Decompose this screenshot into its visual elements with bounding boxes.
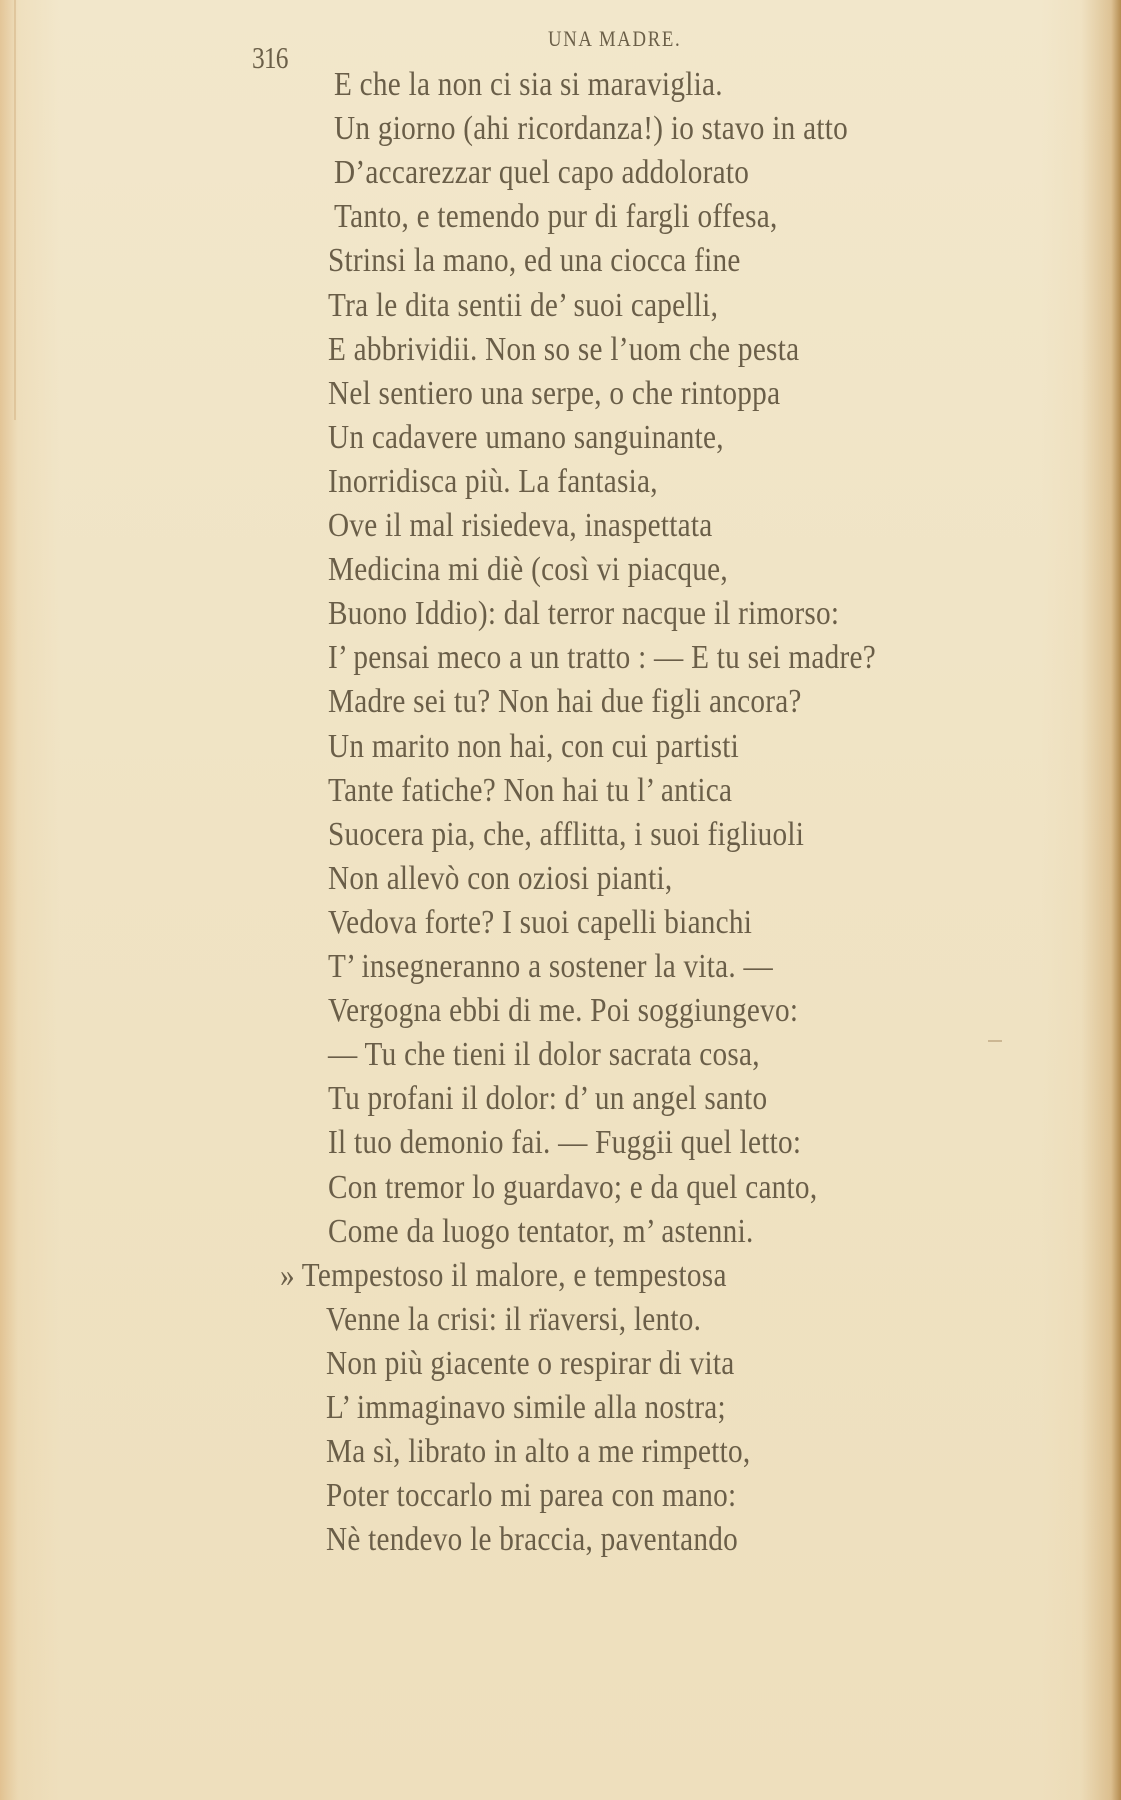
verse-line (326, 1477, 736, 1515)
verse-line (328, 1124, 801, 1162)
verse-line (328, 639, 876, 677)
verse-line (328, 507, 712, 545)
verse-line-text: E che la non ci sia si maraviglia. (334, 66, 723, 103)
verse-line-text: Un marito non hai, con cui partisti (328, 727, 739, 765)
verse-line-text: T’ insegneranno a sostener la vita. — (328, 948, 774, 985)
verse-line (328, 683, 802, 721)
verse-line (334, 154, 749, 192)
verse-line-text: Tempestoso il malore, e tempestosa (301, 1256, 727, 1294)
running-title: UNA MADRE. (548, 26, 682, 51)
verse-line-text: Tanto, e temendo pur di fargli offesa, (334, 198, 778, 236)
verse-line (328, 1169, 817, 1207)
verse-line (326, 1345, 735, 1383)
verse-line (328, 419, 724, 457)
page-number: 316 (252, 40, 288, 75)
quote-mark: » (280, 1256, 295, 1294)
verse-line-text: Madre sei tu? Non hai due figli ancora? (328, 683, 802, 721)
verse-line-text: Nel sentiero una serpe, o che rintoppa (328, 374, 781, 412)
verse-line (328, 242, 741, 280)
verse-line (328, 728, 739, 766)
verse-line-text: Tu profani il dolor: d’ un angel santo (328, 1080, 768, 1118)
verse-line-text: Buono Iddio): dal terror nacque il rimorso: (328, 595, 840, 633)
paper-speck (988, 1040, 1002, 1042)
verse-line (328, 948, 773, 986)
verse-line-text: Come da luogo tentator, m’ astenni. (328, 1212, 754, 1250)
page-edge (14, 0, 16, 420)
verse-line-text: Vergogna ebbi di me. Poi soggiungevo: (328, 992, 799, 1030)
verse-line (326, 1521, 738, 1559)
verse-line (328, 1036, 760, 1074)
verse-line (328, 992, 798, 1030)
verse-line-text: Nè tendevo le braccia, paventando (326, 1521, 738, 1559)
verse-line-text: E abbrividii. Non so se l’uom che pesta (328, 330, 800, 368)
verse-line-text: Inorridisca più. La fantasia, (328, 462, 658, 500)
verse-line (334, 110, 848, 148)
verse-line (328, 595, 839, 633)
verse-line (326, 1389, 726, 1427)
verse-line-text: Un cadavere umano sanguinante, (328, 418, 724, 456)
verse-line (334, 66, 723, 104)
verse-line (326, 1433, 751, 1471)
verse-line (328, 287, 718, 325)
verse-line (328, 816, 804, 854)
verse-line-text: Tra le dita sentii de’ suoi capelli, (328, 286, 719, 324)
verse-line (328, 1213, 754, 1251)
verse-line (328, 904, 752, 942)
verse-line (328, 860, 672, 898)
verse-line (328, 463, 658, 501)
verse-line-text: Suocera pia, che, afflitta, i suoi figliuoli (328, 815, 805, 853)
verse-line-text: Tante fatiche? Non hai tu l’ antica (328, 771, 733, 809)
verse-line-text: Non più giacente o respirar di vita (326, 1344, 735, 1382)
verse-line (326, 1301, 701, 1339)
verse-line-text: Il tuo demonio fai. — Fuggii quel letto: (328, 1124, 802, 1162)
verse-line-text: — Tu che tieni il dolor sacrata cosa, (328, 1036, 760, 1074)
verse-line-text: Un giorno (ahi ricordanza!) io stavo in atto (334, 110, 848, 148)
verse-line (334, 198, 778, 236)
verse-line (328, 551, 728, 589)
verse-line (328, 1080, 767, 1118)
verse-line-text: Con tremor lo guardavo; e da quel canto, (328, 1168, 818, 1206)
verse-line-text: Vedova forte? I suoi capelli bianchi (328, 903, 753, 941)
verse-line-text: Medicina mi diè (così vi piacque, (328, 551, 728, 589)
verse-line (328, 772, 732, 810)
verse-line-text: L’ immaginavo simile alla nostra; (326, 1389, 726, 1426)
verse-line-text: I’ pensai meco a un tratto : — E tu sei madre? (328, 639, 877, 677)
verse-line-text: D’accarezzar quel capo addolorato (334, 154, 750, 192)
verse-line-text: Ove il mal risiedeva, inaspettata (328, 507, 713, 544)
verse-line-text: Venne la crisi: il rïaversi, lento. (326, 1300, 702, 1338)
verse-line-text: Strinsi la mano, ed una ciocca fine (328, 242, 741, 280)
verse-line (328, 375, 780, 413)
verse-line-text: Poter toccarlo mi parea con mano: (326, 1477, 737, 1515)
verse-line-text: Non allevò con oziosi pianti, (328, 859, 673, 897)
verse-line (280, 1257, 727, 1295)
verse-line (328, 331, 799, 369)
verse-line-text: Ma sì, librato in alto a me rimpetto, (326, 1433, 751, 1471)
